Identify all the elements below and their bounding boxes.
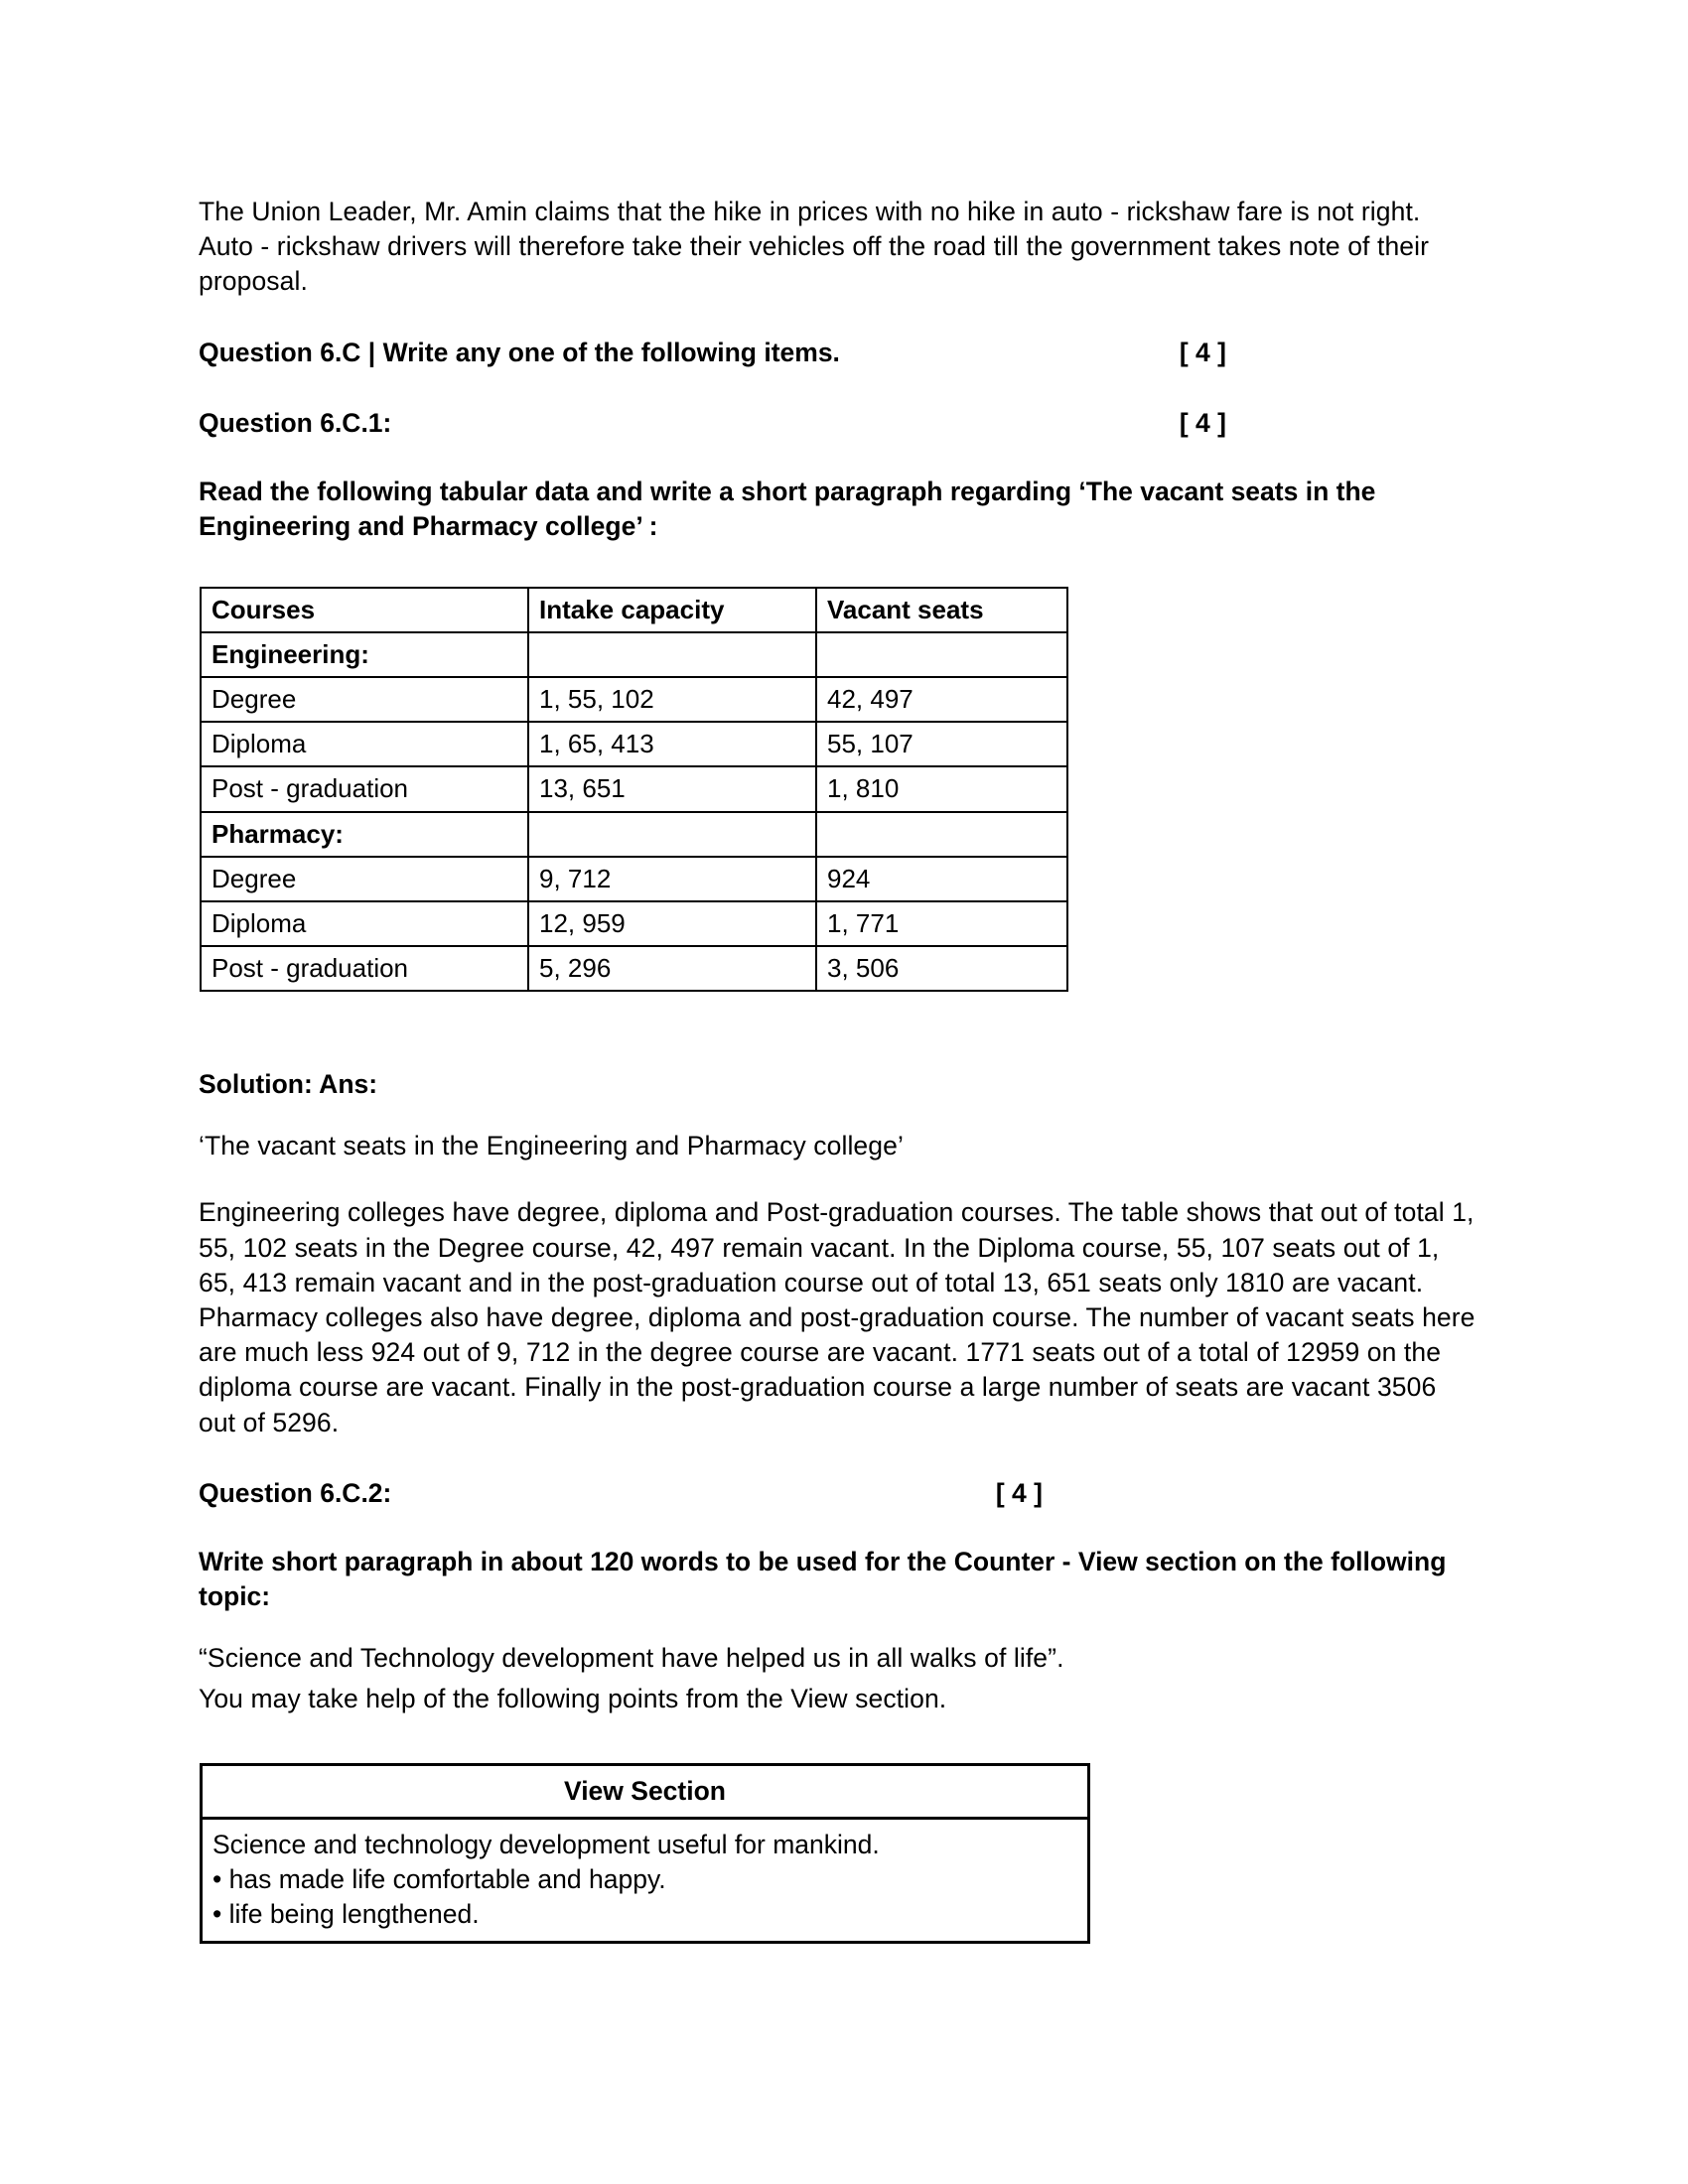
cell-intake: 1, 55, 102 [528, 677, 816, 722]
question-6c1-heading-row [199, 406, 1479, 441]
solution-label: Solution: Ans: [199, 1069, 378, 1100]
view-point: • life being lengthened. [212, 1899, 480, 1930]
view-section-title: View Section [202, 1764, 1089, 1818]
view-point: • has made life comfortable and happy. [212, 1864, 666, 1895]
group-empty-vacant [816, 632, 1067, 677]
solution-title: ‘The vacant seats in the Engineering and Pharmacy college’ [199, 1131, 904, 1161]
table-row [201, 901, 1067, 946]
view-section-table [200, 1763, 1090, 1944]
cell-vacant: 1, 810 [816, 766, 1067, 811]
group-label-pharmacy: Pharmacy: [201, 812, 528, 857]
cell-course: Post - graduation [201, 946, 528, 991]
vacant-seats-table [200, 587, 1068, 993]
view-section-points [202, 1818, 1089, 1942]
question-6c2-marks: [ 4 ] [995, 1477, 1043, 1508]
question-6c2-heading-row [199, 1476, 1479, 1511]
view-section-body-row [202, 1818, 1089, 1942]
cell-course: Post - graduation [201, 766, 528, 811]
cell-vacant: 3, 506 [816, 946, 1067, 991]
cell-intake: 1, 65, 413 [528, 722, 816, 766]
table-row [201, 722, 1067, 766]
question-6c2-topic: “Science and Technology development have helped us in all walks of life”. [199, 1643, 1064, 1674]
cell-intake: 13, 651 [528, 766, 816, 811]
table-solution-spacer [199, 992, 1479, 1031]
cell-intake: 12, 959 [528, 901, 816, 946]
table-group-row [201, 632, 1067, 677]
solution-body: Engineering colleges have degree, diploma and Post-graduation courses. The table shows that out of total 1, 55, 102 seats in the Degree course, 42, 497 remain vacant. In the Diploma course, 55, 107 seats out of 1, 65, 413 remain vacant and in the post-graduation course out of total 13, 651 seats only 1810 are vacant. Pharmacy colleges also have degree, diploma and post-graduation course. The number of vacant seats here are much less 924 out of 9, 712 in the degree course are vacant. 1771 seats out of a total of 12959 on the diploma course are vacant. Finally in the post-graduation course a large number of seats are vacant 3506 out of 5296. [199, 1197, 1476, 1437]
column-header-vacant-seats: Vacant seats [816, 588, 1067, 632]
document-page [199, 195, 1479, 1944]
cell-vacant: 42, 497 [816, 677, 1067, 722]
question-6c1-label: Question 6.C.1: [199, 407, 392, 438]
question-6c-label: Question 6.C | Write any one of the following items. [199, 337, 840, 367]
question-6c-marks: [ 4 ] [1179, 337, 1226, 367]
intro-paragraph: The Union Leader, Mr. Amin claims that the hike in prices with no hike in auto - rickshaw fare is not right. Auto - rickshaw drivers will therefore take their vehicles off the road till the government takes note of their proposal. [199, 197, 1430, 297]
group-empty-intake [528, 812, 816, 857]
table-group-row [201, 812, 1067, 857]
table-row [201, 766, 1067, 811]
view-point: Science and technology development useful for mankind. [212, 1829, 880, 1859]
cell-intake: 5, 296 [528, 946, 816, 991]
group-empty-vacant [816, 812, 1067, 857]
question-6c-heading-row [199, 336, 1479, 370]
cell-course: Diploma [201, 901, 528, 946]
cell-course: Degree [201, 857, 528, 901]
cell-vacant: 55, 107 [816, 722, 1067, 766]
question-6c1-instruction: Read the following tabular data and write a short paragraph regarding ‘The vacant seats in the Engineering and Pharmacy college’ : [199, 477, 1376, 542]
question-6c1-marks: [ 4 ] [1179, 407, 1226, 438]
cell-course: Diploma [201, 722, 528, 766]
question-6c2-label: Question 6.C.2: [199, 1477, 392, 1508]
cell-intake: 9, 712 [528, 857, 816, 901]
cell-vacant: 924 [816, 857, 1067, 901]
column-header-intake-capacity: Intake capacity [528, 588, 816, 632]
table-header-row [201, 588, 1067, 632]
group-empty-intake [528, 632, 816, 677]
group-label-engineering: Engineering: [201, 632, 528, 677]
cell-course: Degree [201, 677, 528, 722]
cell-vacant: 1, 771 [816, 901, 1067, 946]
view-section-header-row [202, 1764, 1089, 1818]
table-row [201, 857, 1067, 901]
question-6c2-hint: You may take help of the following points from the View section. [199, 1684, 947, 1714]
table-row [201, 946, 1067, 991]
question-6c2-instruction: Write short paragraph in about 120 words to be used for the Counter - View section on the following topic: [199, 1547, 1447, 1612]
table-row [201, 677, 1067, 722]
column-header-courses: Courses [201, 588, 528, 632]
